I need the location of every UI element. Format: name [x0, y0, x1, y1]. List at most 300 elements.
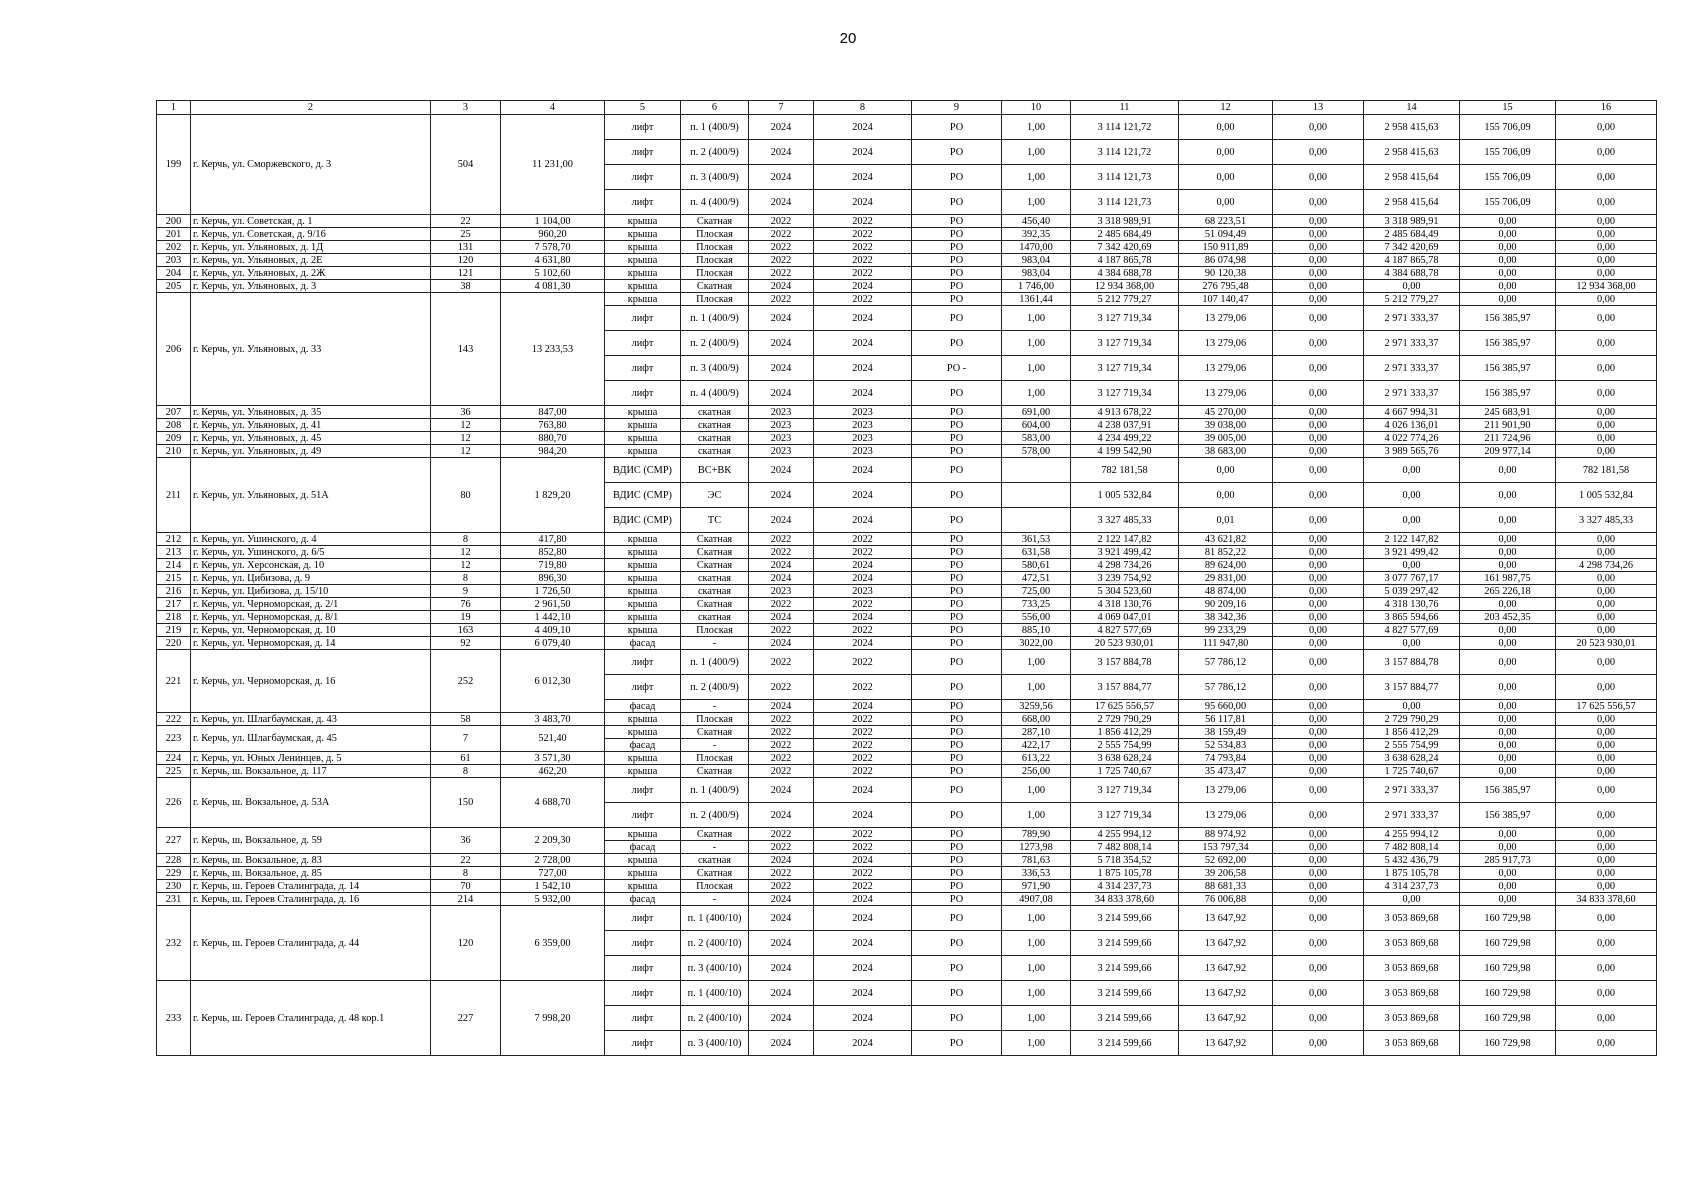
row-number-cell: 204 — [157, 267, 191, 280]
year-cell: 2022 — [814, 752, 912, 765]
work-type-cell: крыша — [605, 854, 681, 867]
volume-cell: 556,00 — [1002, 611, 1071, 624]
address-cell: г. Керчь, ш. Героев Сталинграда, д. 48 кор.1 — [191, 981, 431, 1056]
other-cell: 20 523 930,01 — [1556, 637, 1657, 650]
volume-cell: 3022,00 — [1002, 637, 1071, 650]
volume-cell: 1,00 — [1002, 778, 1071, 803]
work-type-cell: лифт — [605, 140, 681, 165]
year-cell: 2024 — [814, 280, 912, 293]
area-cell: 6 012,30 — [501, 650, 605, 713]
fund-cell: 57 786,12 — [1179, 675, 1273, 700]
budget-cell: 0,00 — [1273, 508, 1364, 533]
owners-fund-cell: 0,00 — [1364, 893, 1460, 906]
work-type-cell: ВДИС (СМР) — [605, 483, 681, 508]
volume-cell: 4907,08 — [1002, 893, 1071, 906]
cofinance-cell: 0,00 — [1460, 752, 1556, 765]
table-row — [157, 611, 1657, 624]
apartments-cell: 214 — [431, 893, 501, 906]
year-cell: 2024 — [814, 306, 912, 331]
budget-cell: 0,00 — [1273, 828, 1364, 841]
other-cell: 0,00 — [1556, 432, 1657, 445]
apartments-cell: 8 — [431, 765, 501, 778]
source-cell: РО — [912, 215, 1002, 228]
budget-cell: 0,00 — [1273, 726, 1364, 739]
work-type-cell: крыша — [605, 546, 681, 559]
year-cell: 2022 — [814, 215, 912, 228]
budget-cell: 0,00 — [1273, 228, 1364, 241]
source-cell: РО — [912, 637, 1002, 650]
year-cell: 2022 — [814, 675, 912, 700]
plan-year-cell: 2022 — [749, 726, 814, 739]
year-cell: 2024 — [814, 381, 912, 406]
year-cell: 2024 — [814, 483, 912, 508]
owners-fund-cell: 5 212 779,27 — [1364, 293, 1460, 306]
work-type-cell: лифт — [605, 1006, 681, 1031]
year-cell: 2022 — [814, 598, 912, 611]
other-cell: 0,00 — [1556, 331, 1657, 356]
fund-cell: 13 647,92 — [1179, 906, 1273, 931]
row-number-cell: 217 — [157, 598, 191, 611]
owners-fund-cell: 2 971 333,37 — [1364, 356, 1460, 381]
cofinance-cell: 0,00 — [1460, 726, 1556, 739]
row-number-cell: 219 — [157, 624, 191, 637]
budget-cell: 0,00 — [1273, 752, 1364, 765]
area-cell: 984,20 — [501, 445, 605, 458]
other-cell: 0,00 — [1556, 241, 1657, 254]
work-detail-cell: Скатная — [681, 559, 749, 572]
column-number: 16 — [1556, 101, 1657, 115]
year-cell: 2024 — [814, 458, 912, 483]
total-cost-cell: 3 114 121,73 — [1071, 190, 1179, 215]
budget-cell: 0,00 — [1273, 739, 1364, 752]
fund-cell: 57 786,12 — [1179, 650, 1273, 675]
total-cost-cell: 2 485 684,49 — [1071, 228, 1179, 241]
table-row — [157, 254, 1657, 267]
table-row — [157, 650, 1657, 675]
source-cell: РО — [912, 700, 1002, 713]
apartments-cell: 8 — [431, 867, 501, 880]
apartments-cell: 12 — [431, 445, 501, 458]
budget-cell: 0,00 — [1273, 267, 1364, 280]
plan-year-cell: 2022 — [749, 867, 814, 880]
total-cost-cell: 34 833 378,60 — [1071, 893, 1179, 906]
year-cell: 2022 — [814, 713, 912, 726]
table-row — [157, 419, 1657, 432]
table-row — [157, 432, 1657, 445]
year-cell: 2024 — [814, 559, 912, 572]
cofinance-cell: 0,00 — [1460, 675, 1556, 700]
volume-cell: 1,00 — [1002, 931, 1071, 956]
apartments-cell: 8 — [431, 533, 501, 546]
fund-cell: 45 270,00 — [1179, 406, 1273, 419]
fund-cell: 0,00 — [1179, 483, 1273, 508]
total-cost-cell: 4 384 688,78 — [1071, 267, 1179, 280]
volume-cell: 1,00 — [1002, 115, 1071, 140]
fund-cell: 13 647,92 — [1179, 956, 1273, 981]
plan-year-cell: 2024 — [749, 854, 814, 867]
source-cell: РО — [912, 115, 1002, 140]
budget-cell: 0,00 — [1273, 215, 1364, 228]
cofinance-cell: 0,00 — [1460, 254, 1556, 267]
area-cell: 727,00 — [501, 867, 605, 880]
area-cell: 6 359,00 — [501, 906, 605, 981]
owners-fund-cell: 4 384 688,78 — [1364, 267, 1460, 280]
year-cell: 2024 — [814, 700, 912, 713]
plan-year-cell: 2022 — [749, 624, 814, 637]
fund-cell: 52 534,83 — [1179, 739, 1273, 752]
owners-fund-cell: 0,00 — [1364, 559, 1460, 572]
fund-cell: 35 473,47 — [1179, 765, 1273, 778]
table-row — [157, 981, 1657, 1006]
row-number-cell: 202 — [157, 241, 191, 254]
fund-cell: 0,00 — [1179, 190, 1273, 215]
work-detail-cell: п. 3 (400/9) — [681, 165, 749, 190]
fund-cell: 39 038,00 — [1179, 419, 1273, 432]
other-cell: 0,00 — [1556, 752, 1657, 765]
source-cell: РО — [912, 611, 1002, 624]
cofinance-cell: 0,00 — [1460, 458, 1556, 483]
row-number-cell: 224 — [157, 752, 191, 765]
repair-registry-table — [156, 100, 1657, 1056]
plan-year-cell: 2022 — [749, 650, 814, 675]
cofinance-cell: 156 385,97 — [1460, 778, 1556, 803]
volume-cell: 1,00 — [1002, 803, 1071, 828]
apartments-cell: 70 — [431, 880, 501, 893]
volume-cell: 580,61 — [1002, 559, 1071, 572]
fund-cell: 89 624,00 — [1179, 559, 1273, 572]
work-type-cell: крыша — [605, 611, 681, 624]
other-cell: 0,00 — [1556, 803, 1657, 828]
total-cost-cell: 3 214 599,66 — [1071, 1031, 1179, 1056]
table-body — [157, 115, 1657, 1056]
year-cell: 2024 — [814, 165, 912, 190]
table-row — [157, 598, 1657, 611]
table-row — [157, 880, 1657, 893]
volume-cell: 789,90 — [1002, 828, 1071, 841]
row-number-cell: 215 — [157, 572, 191, 585]
year-cell: 2022 — [814, 880, 912, 893]
work-detail-cell: п. 2 (400/9) — [681, 331, 749, 356]
total-cost-cell: 7 482 808,14 — [1071, 841, 1179, 854]
year-cell: 2022 — [814, 726, 912, 739]
source-cell: РО — [912, 331, 1002, 356]
table-row — [157, 893, 1657, 906]
work-type-cell: лифт — [605, 956, 681, 981]
fund-cell: 38 342,36 — [1179, 611, 1273, 624]
volume-cell: 604,00 — [1002, 419, 1071, 432]
owners-fund-cell: 3 157 884,77 — [1364, 675, 1460, 700]
cofinance-cell: 0,00 — [1460, 293, 1556, 306]
address-cell: г. Керчь, ул. Ушинского, д. 6/5 — [191, 546, 431, 559]
cofinance-cell: 0,00 — [1460, 559, 1556, 572]
work-type-cell: лифт — [605, 650, 681, 675]
area-cell: 880,70 — [501, 432, 605, 445]
work-detail-cell: п. 1 (400/10) — [681, 906, 749, 931]
work-type-cell: лифт — [605, 1031, 681, 1056]
other-cell: 0,00 — [1556, 115, 1657, 140]
year-cell: 2024 — [814, 356, 912, 381]
area-cell: 462,20 — [501, 765, 605, 778]
apartments-cell: 80 — [431, 458, 501, 533]
volume-cell — [1002, 508, 1071, 533]
year-cell: 2022 — [814, 267, 912, 280]
address-cell: г. Керчь, ул. Ульяновых, д. 2Е — [191, 254, 431, 267]
plan-year-cell: 2022 — [749, 293, 814, 306]
apartments-cell: 150 — [431, 778, 501, 828]
work-detail-cell: Плоская — [681, 254, 749, 267]
area-cell: 847,00 — [501, 406, 605, 419]
work-detail-cell: Скатная — [681, 598, 749, 611]
work-type-cell: крыша — [605, 867, 681, 880]
area-cell: 1 829,20 — [501, 458, 605, 533]
table-row — [157, 267, 1657, 280]
work-type-cell: лифт — [605, 931, 681, 956]
other-cell: 0,00 — [1556, 381, 1657, 406]
row-number-cell: 206 — [157, 293, 191, 406]
work-type-cell: лифт — [605, 675, 681, 700]
cofinance-cell: 0,00 — [1460, 241, 1556, 254]
area-cell: 521,40 — [501, 726, 605, 752]
source-cell: РО — [912, 931, 1002, 956]
plan-year-cell: 2024 — [749, 700, 814, 713]
row-number-cell: 210 — [157, 445, 191, 458]
other-cell: 0,00 — [1556, 778, 1657, 803]
work-type-cell: лифт — [605, 115, 681, 140]
year-cell: 2022 — [814, 828, 912, 841]
plan-year-cell: 2023 — [749, 445, 814, 458]
plan-year-cell: 2024 — [749, 356, 814, 381]
area-cell: 3 483,70 — [501, 713, 605, 726]
work-detail-cell: п. 4 (400/9) — [681, 190, 749, 215]
year-cell: 2022 — [814, 624, 912, 637]
apartments-cell: 76 — [431, 598, 501, 611]
other-cell: 0,00 — [1556, 419, 1657, 432]
budget-cell: 0,00 — [1273, 1031, 1364, 1056]
fund-cell: 95 660,00 — [1179, 700, 1273, 713]
source-cell: РО — [912, 483, 1002, 508]
work-detail-cell: ВС+ВК — [681, 458, 749, 483]
other-cell: 0,00 — [1556, 254, 1657, 267]
volume-cell: 1,00 — [1002, 381, 1071, 406]
work-detail-cell: - — [681, 841, 749, 854]
table-row — [157, 445, 1657, 458]
row-number-cell: 223 — [157, 726, 191, 752]
fund-cell: 38 683,00 — [1179, 445, 1273, 458]
work-detail-cell: Плоская — [681, 752, 749, 765]
owners-fund-cell: 3 638 628,24 — [1364, 752, 1460, 765]
total-cost-cell: 3 114 121,72 — [1071, 115, 1179, 140]
fund-cell: 13 279,06 — [1179, 306, 1273, 331]
owners-fund-cell: 4 187 865,78 — [1364, 254, 1460, 267]
plan-year-cell: 2024 — [749, 140, 814, 165]
work-detail-cell: п. 1 (400/9) — [681, 650, 749, 675]
owners-fund-cell: 4 314 237,73 — [1364, 880, 1460, 893]
other-cell: 0,00 — [1556, 726, 1657, 739]
work-type-cell: лифт — [605, 306, 681, 331]
owners-fund-cell: 3 053 869,68 — [1364, 1031, 1460, 1056]
fund-cell: 74 793,84 — [1179, 752, 1273, 765]
area-cell: 2 961,50 — [501, 598, 605, 611]
budget-cell: 0,00 — [1273, 803, 1364, 828]
year-cell: 2022 — [814, 293, 912, 306]
plan-year-cell: 2024 — [749, 331, 814, 356]
total-cost-cell: 3 114 121,73 — [1071, 165, 1179, 190]
work-detail-cell: п. 1 (400/9) — [681, 778, 749, 803]
total-cost-cell: 1 875 105,78 — [1071, 867, 1179, 880]
owners-fund-cell: 3 053 869,68 — [1364, 956, 1460, 981]
volume-cell: 578,00 — [1002, 445, 1071, 458]
area-cell: 13 233,53 — [501, 293, 605, 406]
row-number-cell: 212 — [157, 533, 191, 546]
owners-fund-cell: 4 022 774,26 — [1364, 432, 1460, 445]
total-cost-cell: 20 523 930,01 — [1071, 637, 1179, 650]
address-cell: г. Керчь, ул. Ульяновых, д. 1Д — [191, 241, 431, 254]
year-cell: 2022 — [814, 228, 912, 241]
plan-year-cell: 2022 — [749, 254, 814, 267]
other-cell: 1 005 532,84 — [1556, 483, 1657, 508]
cofinance-cell: 0,00 — [1460, 739, 1556, 752]
source-cell: РО — [912, 140, 1002, 165]
other-cell: 0,00 — [1556, 841, 1657, 854]
cofinance-cell: 0,00 — [1460, 765, 1556, 778]
work-detail-cell: п. 2 (400/10) — [681, 931, 749, 956]
budget-cell: 0,00 — [1273, 598, 1364, 611]
source-cell: РО — [912, 533, 1002, 546]
cofinance-cell: 0,00 — [1460, 267, 1556, 280]
budget-cell: 0,00 — [1273, 675, 1364, 700]
owners-fund-cell: 1 875 105,78 — [1364, 867, 1460, 880]
budget-cell: 0,00 — [1273, 1006, 1364, 1031]
source-cell: РО — [912, 1031, 1002, 1056]
area-cell: 3 571,30 — [501, 752, 605, 765]
budget-cell: 0,00 — [1273, 559, 1364, 572]
total-cost-cell: 4 255 994,12 — [1071, 828, 1179, 841]
work-detail-cell: Плоская — [681, 228, 749, 241]
address-cell: г. Керчь, ул. Советская, д. 9/16 — [191, 228, 431, 241]
plan-year-cell: 2023 — [749, 419, 814, 432]
address-cell: г. Керчь, ш. Героев Сталинграда, д. 44 — [191, 906, 431, 981]
total-cost-cell: 3 921 499,42 — [1071, 546, 1179, 559]
table-row — [157, 572, 1657, 585]
cofinance-cell: 265 226,18 — [1460, 585, 1556, 598]
table-row — [157, 293, 1657, 306]
cofinance-cell: 156 385,97 — [1460, 381, 1556, 406]
work-type-cell: крыша — [605, 445, 681, 458]
row-number-cell: 200 — [157, 215, 191, 228]
column-number: 2 — [191, 101, 431, 115]
plan-year-cell: 2024 — [749, 190, 814, 215]
cofinance-cell: 0,00 — [1460, 598, 1556, 611]
table-row — [157, 215, 1657, 228]
other-cell: 0,00 — [1556, 533, 1657, 546]
cofinance-cell: 203 452,35 — [1460, 611, 1556, 624]
volume-cell: 3259,56 — [1002, 700, 1071, 713]
work-type-cell: крыша — [605, 572, 681, 585]
column-number: 5 — [605, 101, 681, 115]
work-detail-cell: п. 1 (400/10) — [681, 981, 749, 1006]
row-number-cell: 214 — [157, 559, 191, 572]
fund-cell: 276 795,48 — [1179, 280, 1273, 293]
row-number-cell: 211 — [157, 458, 191, 533]
volume-cell: 725,00 — [1002, 585, 1071, 598]
work-type-cell: крыша — [605, 280, 681, 293]
address-cell: г. Керчь, ул. Ульяновых, д. 45 — [191, 432, 431, 445]
source-cell: РО — [912, 752, 1002, 765]
year-cell: 2024 — [814, 956, 912, 981]
source-cell: РО — [912, 241, 1002, 254]
address-cell: г. Керчь, ул. Шлагбаумская, д. 45 — [191, 726, 431, 752]
year-cell: 2023 — [814, 445, 912, 458]
apartments-cell: 58 — [431, 713, 501, 726]
cofinance-cell: 0,00 — [1460, 483, 1556, 508]
cofinance-cell: 0,00 — [1460, 880, 1556, 893]
fund-cell: 52 692,00 — [1179, 854, 1273, 867]
other-cell: 0,00 — [1556, 611, 1657, 624]
table-row — [157, 585, 1657, 598]
owners-fund-cell: 2 971 333,37 — [1364, 778, 1460, 803]
source-cell: РО — [912, 585, 1002, 598]
table-row — [157, 713, 1657, 726]
work-detail-cell: Плоская — [681, 267, 749, 280]
apartments-cell: 12 — [431, 432, 501, 445]
total-cost-cell: 3 214 599,66 — [1071, 931, 1179, 956]
source-cell: РО — [912, 803, 1002, 828]
plan-year-cell: 2022 — [749, 228, 814, 241]
work-detail-cell: Скатная — [681, 828, 749, 841]
budget-cell: 0,00 — [1273, 356, 1364, 381]
cofinance-cell: 156 385,97 — [1460, 306, 1556, 331]
apartments-cell: 92 — [431, 637, 501, 650]
work-detail-cell: Скатная — [681, 867, 749, 880]
work-detail-cell: п. 1 (400/9) — [681, 306, 749, 331]
total-cost-cell: 4 314 237,73 — [1071, 880, 1179, 893]
plan-year-cell: 2024 — [749, 280, 814, 293]
area-cell: 1 542,10 — [501, 880, 605, 893]
area-cell: 11 231,00 — [501, 115, 605, 215]
volume-cell: 1470,00 — [1002, 241, 1071, 254]
work-detail-cell: п. 2 (400/9) — [681, 675, 749, 700]
year-cell: 2024 — [814, 1006, 912, 1031]
work-type-cell: лифт — [605, 906, 681, 931]
total-cost-cell: 3 214 599,66 — [1071, 956, 1179, 981]
area-cell: 1 104,00 — [501, 215, 605, 228]
plan-year-cell: 2022 — [749, 241, 814, 254]
year-cell: 2024 — [814, 572, 912, 585]
plan-year-cell: 2024 — [749, 458, 814, 483]
volume-cell: 1,00 — [1002, 356, 1071, 381]
other-cell: 0,00 — [1556, 931, 1657, 956]
owners-fund-cell: 3 053 869,68 — [1364, 931, 1460, 956]
budget-cell: 0,00 — [1273, 483, 1364, 508]
area-cell: 6 079,40 — [501, 637, 605, 650]
cofinance-cell: 0,00 — [1460, 508, 1556, 533]
other-cell: 0,00 — [1556, 675, 1657, 700]
work-detail-cell: п. 1 (400/9) — [681, 115, 749, 140]
work-type-cell: крыша — [605, 215, 681, 228]
volume-cell: 392,35 — [1002, 228, 1071, 241]
fund-cell: 153 797,34 — [1179, 841, 1273, 854]
owners-fund-cell: 2 122 147,82 — [1364, 533, 1460, 546]
budget-cell: 0,00 — [1273, 546, 1364, 559]
owners-fund-cell: 2 971 333,37 — [1364, 381, 1460, 406]
owners-fund-cell: 0,00 — [1364, 458, 1460, 483]
work-detail-cell: скатная — [681, 406, 749, 419]
total-cost-cell: 3 127 719,34 — [1071, 803, 1179, 828]
source-cell: РО — [912, 624, 1002, 637]
work-detail-cell: Скатная — [681, 546, 749, 559]
plan-year-cell: 2024 — [749, 803, 814, 828]
plan-year-cell: 2024 — [749, 165, 814, 190]
